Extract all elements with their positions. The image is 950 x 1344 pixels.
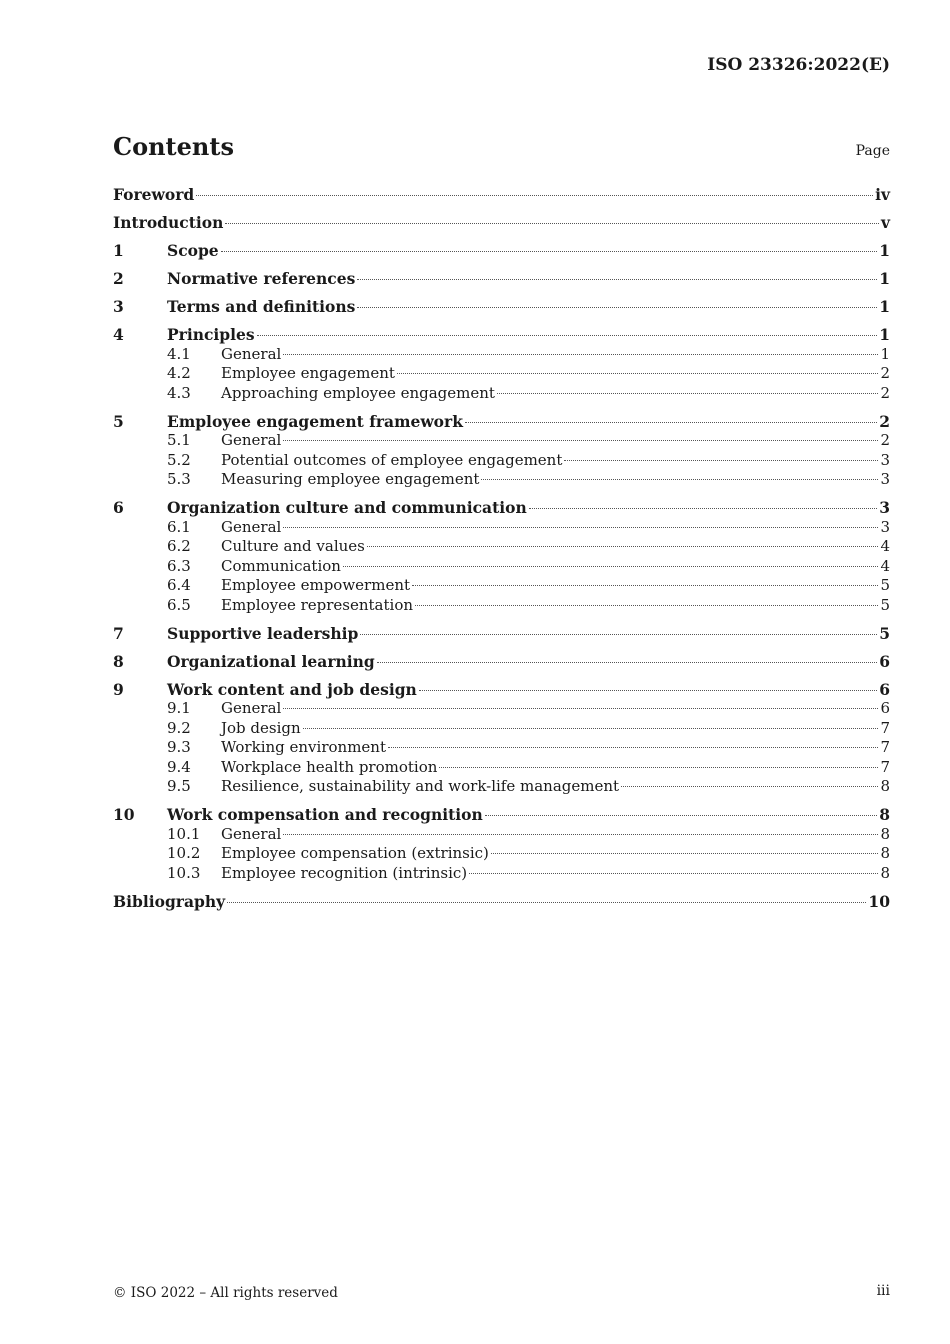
- toc-entry-number: 4: [113, 325, 124, 344]
- toc-entry-title: Introduction: [113, 213, 224, 232]
- toc-entry-title: Work content and job design: [167, 679, 417, 699]
- dot-leader: [529, 508, 877, 509]
- toc-entry[interactable]: [113, 864, 890, 884]
- toc-entry-page: 6: [879, 679, 890, 699]
- toc-entry-page: 6: [880, 699, 890, 717]
- toc-entry-title: Principles: [167, 325, 255, 344]
- toc-entry-number: 3: [113, 297, 124, 316]
- toc-entry-number: 5.3: [167, 470, 191, 488]
- toc-entry-title: General: [221, 431, 282, 449]
- toc-entry-page: 2: [879, 411, 890, 431]
- toc-entry-title: Working environment: [221, 738, 386, 756]
- toc-entry-title: Employee representation: [221, 595, 414, 614]
- toc-entry[interactable]: [113, 537, 890, 557]
- toc-entry[interactable]: [113, 518, 890, 538]
- dot-leader: [225, 223, 879, 224]
- toc-entry[interactable]: [113, 576, 890, 596]
- dot-leader: [367, 546, 879, 547]
- toc-entry-title: General: [221, 344, 282, 363]
- toc-entry[interactable]: [113, 213, 890, 233]
- toc-entry-page: 5: [880, 576, 890, 594]
- toc-entry-title: Employee compensation (extrinsic): [221, 844, 489, 862]
- toc-entry-page: 1: [879, 297, 890, 316]
- toc-entry[interactable]: [113, 185, 890, 205]
- toc-entry-page: 2: [880, 383, 890, 402]
- toc-entry-page: 7: [880, 757, 890, 776]
- toc-entry[interactable]: [113, 596, 890, 616]
- dot-leader: [357, 279, 877, 280]
- toc-entry[interactable]: [113, 738, 890, 758]
- toc-entry[interactable]: [113, 364, 890, 384]
- toc-entry-page: 1: [879, 325, 890, 344]
- toc-entry-title: General: [221, 699, 282, 717]
- toc-entry-number: 2: [113, 269, 124, 288]
- toc-entry-title: Bibliography: [113, 891, 226, 911]
- dot-leader: [257, 335, 878, 336]
- page-column-label: Page: [855, 143, 890, 159]
- toc-entry-number: 10: [113, 805, 135, 824]
- toc-entry-number: 5.1: [167, 431, 191, 449]
- toc-entry[interactable]: [113, 680, 890, 700]
- toc-entry[interactable]: [113, 470, 890, 490]
- toc-entry-title: Employee empowerment: [221, 576, 411, 594]
- toc-entry-number: 6.5: [167, 595, 191, 614]
- dot-leader: [357, 307, 877, 308]
- dot-leader: [283, 708, 878, 709]
- dot-leader: [419, 690, 877, 691]
- toc-entry[interactable]: [113, 624, 890, 644]
- toc-entry-title: Culture and values: [221, 537, 365, 555]
- toc-entry[interactable]: [113, 431, 890, 451]
- toc-entry[interactable]: [113, 241, 890, 261]
- toc-entry-number: 8: [113, 651, 124, 671]
- toc-entry-number: 6: [113, 498, 124, 517]
- toc-entry[interactable]: [113, 699, 890, 719]
- toc-entry[interactable]: [113, 719, 890, 739]
- toc-entry[interactable]: [113, 825, 890, 845]
- toc-entry-page: 8: [879, 805, 890, 824]
- dot-leader: [621, 786, 878, 787]
- toc-entry-title: Foreword: [113, 185, 195, 204]
- toc-entry-title: Employee recognition (intrinsic): [221, 863, 468, 882]
- toc-entry-title: Organizational learning: [167, 651, 375, 671]
- dot-leader: [221, 251, 878, 252]
- dot-leader: [564, 460, 878, 461]
- dot-leader: [397, 373, 879, 374]
- dot-leader: [469, 873, 878, 874]
- toc-entry-title: General: [221, 824, 282, 843]
- toc-entry-number: 5.2: [167, 450, 191, 469]
- toc-entry[interactable]: [113, 384, 890, 404]
- dot-leader: [283, 834, 878, 835]
- toc-entry-title: Employee engagement: [221, 364, 395, 382]
- toc-entry[interactable]: [113, 412, 890, 432]
- toc-entry-page: 1: [879, 269, 890, 288]
- toc-entry-page: 8: [880, 777, 890, 795]
- page-number: iii: [876, 1283, 890, 1299]
- dot-leader: [491, 853, 879, 854]
- toc-entry-title: Employee engagement framework: [167, 411, 463, 431]
- toc-entry[interactable]: [113, 652, 890, 672]
- toc-entry[interactable]: [113, 345, 890, 365]
- dot-leader: [481, 479, 878, 480]
- toc-entry-page: 3: [880, 470, 890, 488]
- toc-entry-page: 3: [879, 498, 890, 517]
- toc-entry-page: 8: [880, 844, 890, 862]
- toc-entry-number: 9.5: [167, 777, 191, 795]
- dot-leader: [465, 422, 877, 423]
- toc-entry-title: Potential outcomes of employee engagement: [221, 450, 563, 469]
- dot-leader: [388, 747, 878, 748]
- toc-entry-number: 7: [113, 623, 124, 643]
- dot-leader: [415, 605, 878, 606]
- toc-entry-page: v: [880, 213, 890, 232]
- dot-leader: [439, 767, 878, 768]
- toc-entry-title: Supportive leadership: [167, 623, 359, 643]
- toc-entry[interactable]: [113, 758, 890, 778]
- dot-leader: [497, 393, 879, 394]
- toc-entry[interactable]: [113, 777, 890, 797]
- dot-leader: [343, 566, 879, 567]
- toc-entry-title: Work compensation and recognition: [167, 805, 483, 824]
- toc-entry-number: 6.2: [167, 537, 191, 555]
- toc-entry-number: 6.1: [167, 517, 191, 536]
- toc-entry-page: 5: [879, 623, 890, 643]
- toc-entry-number: 9.2: [167, 718, 191, 737]
- toc-entry-title: General: [221, 517, 282, 536]
- toc-entry-page: 7: [880, 738, 890, 756]
- toc-entry[interactable]: [113, 892, 890, 912]
- toc-entry-title: Terms and definitions: [167, 297, 356, 316]
- dot-leader: [360, 634, 877, 635]
- toc-entry-number: 9.3: [167, 738, 191, 756]
- toc-entry-page: 2: [880, 431, 890, 449]
- dot-leader: [377, 662, 877, 663]
- toc-entry-page: 4: [880, 537, 890, 555]
- toc-entry-number: 10.3: [167, 863, 201, 882]
- toc-entry[interactable]: [113, 498, 890, 518]
- toc-entry[interactable]: [113, 844, 890, 864]
- toc-entry-number: 6.3: [167, 556, 191, 575]
- toc-entry-page: 5: [880, 595, 890, 614]
- toc-entry-title: Workplace health promotion: [221, 757, 438, 776]
- toc-entry[interactable]: [113, 451, 890, 471]
- dot-leader: [283, 354, 878, 355]
- document-id: ISO 23326:2022(E): [707, 55, 890, 75]
- dot-leader: [303, 728, 879, 729]
- toc-entry-title: Measuring employee engagement: [221, 470, 480, 488]
- toc-entry-number: 9.1: [167, 699, 191, 717]
- toc-entry-title: Organization culture and communication: [167, 498, 527, 517]
- toc-entry-page: 1: [880, 344, 890, 363]
- toc-entry-title: Resilience, sustainability and work-life management: [221, 777, 620, 795]
- toc-entry[interactable]: [113, 297, 890, 317]
- toc-entry[interactable]: [113, 805, 890, 825]
- toc-entry-number: 6.4: [167, 576, 191, 594]
- toc-entry-number: 10.2: [167, 844, 201, 862]
- toc-entry-page: 8: [880, 824, 890, 843]
- toc-entry-number: 4.3: [167, 383, 191, 402]
- toc-entry-page: 1: [879, 241, 890, 260]
- toc-entry-title: Approaching employee engagement: [221, 383, 495, 402]
- toc-entry-page: 2: [880, 364, 890, 382]
- toc-entry-number: 1: [113, 241, 124, 260]
- toc-entry-number: 4.2: [167, 364, 191, 382]
- toc-entry-page: iv: [875, 185, 890, 204]
- toc-entry-page: 8: [880, 863, 890, 882]
- toc-entry-page: 4: [880, 556, 890, 575]
- toc-entry-page: 3: [880, 517, 890, 536]
- toc-entry-title: Communication: [221, 556, 341, 575]
- dot-leader: [485, 815, 877, 816]
- toc-entry[interactable]: [113, 325, 890, 345]
- table-of-contents: [113, 185, 890, 911]
- dot-leader: [283, 527, 878, 528]
- toc-entry[interactable]: [113, 269, 890, 289]
- dot-leader: [412, 585, 878, 586]
- dot-leader: [283, 440, 878, 441]
- toc-entry-number: 10.1: [167, 824, 201, 843]
- toc-entry-page: 3: [880, 450, 890, 469]
- toc-entry-title: Scope: [167, 241, 219, 260]
- toc-entry-page: 7: [880, 718, 890, 737]
- toc-entry-number: 4.1: [167, 344, 191, 363]
- toc-entry-title: Normative references: [167, 269, 356, 288]
- copyright-footer: © ISO 2022 – All rights reserved: [113, 1285, 338, 1301]
- toc-entry-number: 5: [113, 411, 124, 431]
- toc-entry-number: 9: [113, 679, 124, 699]
- toc-entry-page: 6: [879, 651, 890, 671]
- toc-entry-page: 10: [868, 891, 890, 911]
- dot-leader: [227, 902, 866, 903]
- dot-leader: [196, 195, 873, 196]
- contents-heading: Contents: [113, 132, 234, 161]
- toc-entry[interactable]: [113, 557, 890, 577]
- toc-entry-title: Job design: [221, 718, 301, 737]
- toc-entry-number: 9.4: [167, 757, 191, 776]
